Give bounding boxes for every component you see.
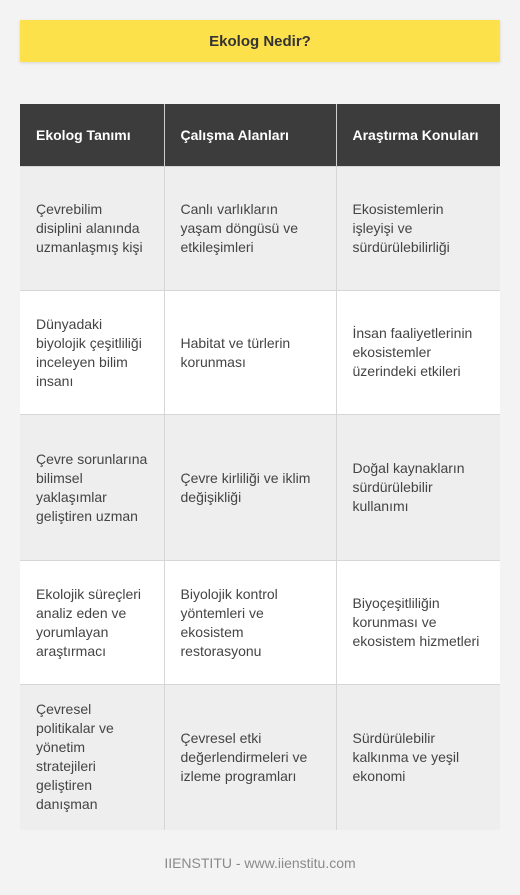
table-cell: Çevresel politikalar ve yönetim stratejileri geliştiren danışman xyxy=(20,685,164,830)
table-row xyxy=(20,685,500,830)
table-cell: İnsan faaliyetlerinin ekosistemler üzerindeki etkileri xyxy=(336,291,500,415)
table-cell: Biyoçeşitliliğin korunması ve ekosistem hizmetleri xyxy=(336,561,500,685)
table-row xyxy=(20,167,500,291)
table-cell: Çevre sorunlarına bilimsel yaklaşımlar geliştiren uzman xyxy=(20,415,164,561)
table-cell: Doğal kaynakların sürdürülebilir kullanımı xyxy=(336,415,500,561)
table-cell: Canlı varlıkların yaşam döngüsü ve etkileşimleri xyxy=(164,167,336,291)
column-header-research-topics: Araştırma Konuları xyxy=(336,104,500,167)
table-cell: Çevresel etki değerlendirmeleri ve izleme programları xyxy=(164,685,336,830)
table-cell: Biyolojik kontrol yöntemleri ve ekosistem restorasyonu xyxy=(164,561,336,685)
table-cell: Ekosistemlerin işleyişi ve sürdürülebilirliği xyxy=(336,167,500,291)
table-row xyxy=(20,415,500,561)
table-row xyxy=(20,291,500,415)
table-cell: Ekolojik süreçleri analiz eden ve yorumlayan araştırmacı xyxy=(20,561,164,685)
table-cell: Habitat ve türlerin korunması xyxy=(164,291,336,415)
footer-credit: IIENSTITU - www.iienstitu.com xyxy=(164,855,356,871)
column-header-definition: Ekolog Tanımı xyxy=(20,104,164,167)
table-cell: Dünyadaki biyolojik çeşitliliği inceleyen bilim insanı xyxy=(20,291,164,415)
table-header-row xyxy=(20,104,500,167)
page-title: Ekolog Nedir? xyxy=(209,32,311,50)
table-row xyxy=(20,561,500,685)
table-cell: Çevrebilim disiplini alanında uzmanlaşmış kişi xyxy=(20,167,164,291)
ecologist-table xyxy=(20,104,500,830)
table-cell: Sürdürülebilir kalkınma ve yeşil ekonomi xyxy=(336,685,500,830)
title-banner xyxy=(20,20,500,62)
column-header-work-areas: Çalışma Alanları xyxy=(164,104,336,167)
table-cell: Çevre kirliliği ve iklim değişikliği xyxy=(164,415,336,561)
